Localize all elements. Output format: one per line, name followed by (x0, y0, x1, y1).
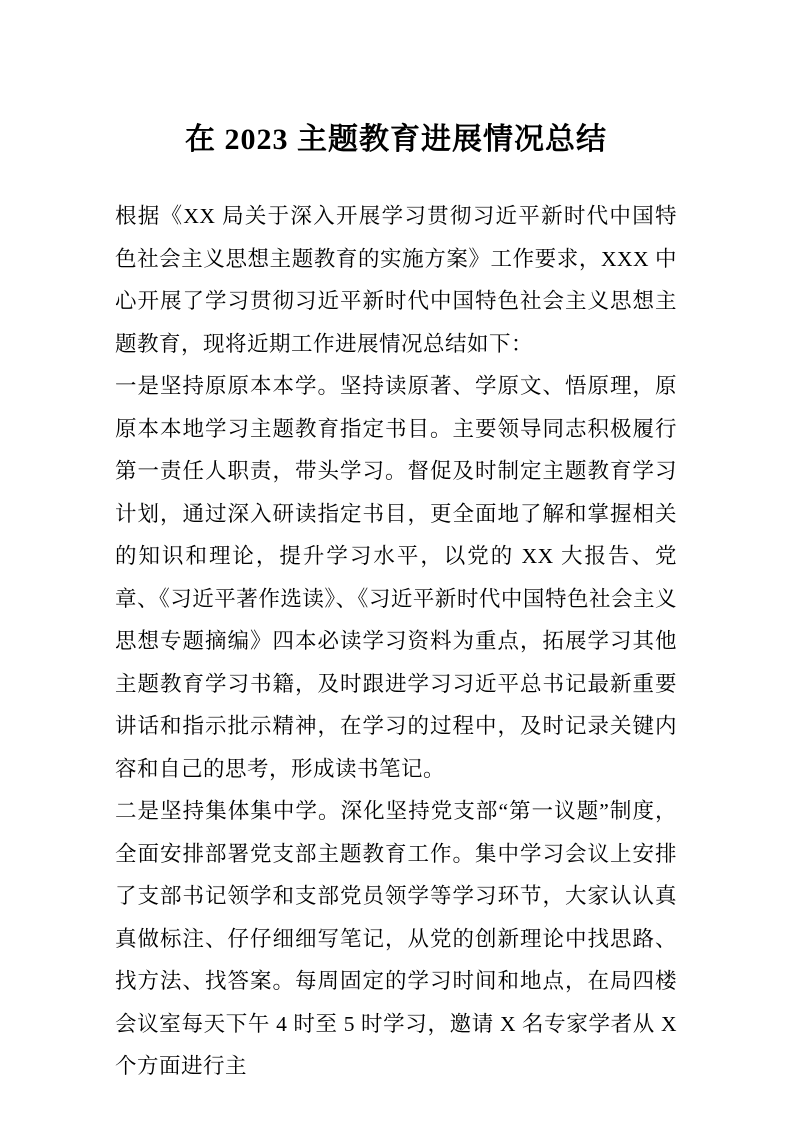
paragraph-intro: 根据《XX 局关于深入开展学习贯彻习近平新时代中国特色社会主义思想主题教育的实施方案》工作要求，XXX 中心开展了学习贯彻习近平新时代中国特色社会主义思想主题教育，现将近期工作进展情况总结如下： (115, 204, 677, 356)
document-body (115, 195, 677, 1088)
paragraph-point-one: 一是坚持原原本本学。坚持读原著、学原文、悟原理，原原本本地学习主题教育指定书目。主要领导同志积极履行第一责任人职责，带头学习。督促及时制定主题教育学习计划，通过深入研读指定书目，更全面地了解和掌握相关的知识和理论，提升学习水平，以党的 XX 大报告、党章、《习近平著作选读》、《习近平新时代中国特色社会主义思想专题摘编》四本必读学习资料为重点，拓展学习其他主题教育学习书籍，及时跟进学习习近平总书记最新重要讲话和指示批示精神，在学习的过程中，及时记录关键内容和自己的思考，形成读书笔记。 (115, 374, 677, 781)
paragraph-point-two: 二是坚持集体集中学。深化坚持党支部“第一议题”制度，全面安排部署党支部主题教育工作。集中学习会议上安排了支部书记领学和支部党员领学等学习环节，大家认认真真做标注、仔仔细细写笔记，从党的创新理论中找思路、找方法、找答案。每周固定的学习时间和地点，在局四楼会议室每天下午 4 时至 5 时学习，邀请 X 名专家学者从 X 个方面进行主 (115, 799, 677, 1078)
document-title: 在 2023 主题教育进展情况总结 (185, 123, 607, 156)
